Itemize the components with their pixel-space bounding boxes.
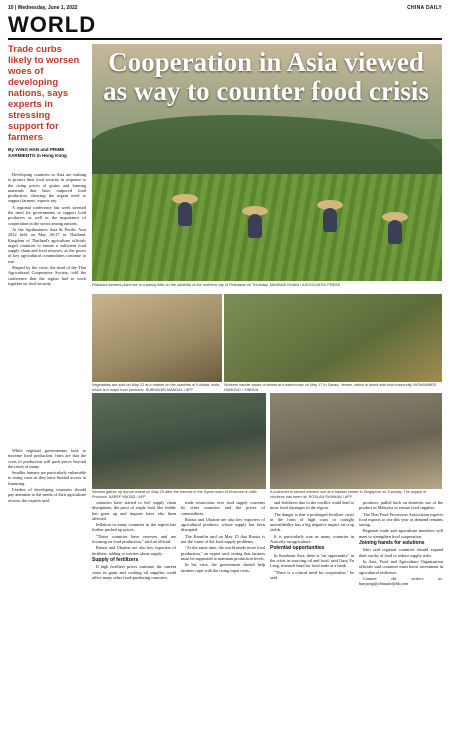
article-paragraph: The danger is that a prolonged fertilizer crisis in the form of high costs or outright unavailability has a big negative impact on crop yields. (270, 511, 354, 533)
article-paragraph: The Kremlin said on May 25 that Russia is not the cause of the food supply problems. (181, 533, 265, 545)
article-paragraph: In Southeast Asia, there is "an opportunity" in the crisis in sourcing oil and food, said Gusy Yu Leng, research head for food trade at a bank. (270, 552, 354, 569)
sidebar-paragraph: At the Agribusiness Asia & Pacific Asia 2022 held on May 26-27 in Thailand, Kingdom of Thailand's agriculture officials urged countries to ensure a sufficient food supply chain and food reserves, as the prices of key agricultural commodities continue to rise. (8, 226, 86, 264)
sidebar-body (8, 172, 86, 287)
photo-wheat-warehouse (224, 294, 442, 382)
article-paragraph: Inflation in many countries in the region has further pushed up prices. (92, 522, 176, 533)
article-paragraph: Ishii said regional countries should expand their stocks of food to reduce supply risks. (359, 547, 443, 558)
article-paragraph: Regional trade and agriculture ministers will meet to strengthen food cooperation. (359, 528, 443, 539)
photo-wheat-harvest (92, 393, 266, 489)
photo-caption: Vegetables are sold on May 22 at a market on the outskirts of Kolkata, India, which is a major food producer. SUBHAYAN MANDAL / AFP (92, 383, 221, 392)
section-rule (8, 38, 442, 40)
article-subhead: Potential opportunities (270, 545, 325, 552)
farmer-figure (323, 208, 337, 232)
article-paragraph: Russia and Ukraine are also key exporters of agricultural products, whose supply has been disrupted. (181, 516, 265, 533)
article-paragraph: Russia and Ukraine are also key exporters of fertilizer, adding to worries about supply. (92, 545, 176, 556)
article-paragraph: "There is a critical need for cooperation," he said. (270, 569, 354, 580)
sidebar-byline: By YANG HAN and PRIME SARMIENTO in Hong Kong (8, 147, 67, 158)
article-paragraph: In Asia, Food and Agriculture Organization officials said countries must boost investment in agricultural resilience. (359, 558, 443, 575)
photo-vegetable-market (92, 294, 222, 382)
article-paragraph: If high fertilizer prices continue, the current crisis in grain and cooking oil supplies could affect many other food-producing countries. (92, 564, 176, 580)
farmer-figure (178, 202, 192, 226)
article-paragraph: It is particularly true as many countries in Asia rely on agriculture. (270, 533, 354, 545)
article-paragraph: producer, pulled back on domestic use of the product in Malaysia to ensure food supplies. (359, 500, 443, 511)
main-headline: Cooperation in Asia viewed as way to counter food crisis (103, 47, 429, 106)
farmer-figure (248, 214, 262, 238)
article-column (270, 500, 354, 581)
article-column (359, 500, 443, 587)
article-paragraph: In his view, the government should help farmers cope with the rising input costs. (181, 562, 265, 573)
sidebar-paragraph: Developing countries in Asia are rushing to protect their food security in response to the rising prices of grains and farming materials that have outpaced food production, showing the urgent need to support farmers, experts say. (8, 172, 86, 204)
page-date: 10 | Wednesday, June 1, 2022 (8, 5, 78, 11)
photo-caption: Women gather up durum wheat on May 20 after the harvest in the Syrian town of Kharroub in Idlib Province. AAREF WATAD / AFP (92, 490, 257, 499)
sidebar-paragraph: While regional governments look to increase food production, fears are that the costs of production will push prices beyond the reach of many. (8, 448, 86, 469)
article-paragraph: countries have started to feel supply chain disruptions, the price of staple food like fodder has gone up and imports have also been affected. (92, 500, 176, 521)
article-subhead: Joining hands for solutions (359, 540, 425, 547)
article-column (181, 500, 265, 574)
article-paragraph: and fertilizers due to the conflict could lead to more food shortages in the region. (270, 500, 354, 511)
sidebar-paragraph: Leaders of developing countries should pay attention to the needs of their agriculture sectors, the experts said. (8, 487, 86, 503)
section-title: WORLD (8, 12, 97, 37)
article-paragraph: "These countries have reserves and are focusing on food production," said an official. (92, 533, 176, 545)
page-header (8, 4, 442, 12)
sidebar-paragraph: Smaller farmers are particularly vulnerable to rising costs as they have limited access to financing. (8, 470, 86, 486)
article-subhead: Supply of fertilizers (92, 556, 139, 563)
article-paragraph: The Thai Food Processors Association expects food exports to rise this year as demand remains strong. (359, 511, 443, 528)
sidebar-body-continued (8, 448, 86, 504)
photo-caption: A customer is served chicken rice at a hawker center in Singapore on Tuesday. The supply of chickens has been hit. ROSLAN RAHMAN / AFP (270, 490, 427, 499)
photo-caption: Workers handle sacks of wheat at a warehouse on May 17 in Sanaa, Yemen, which is faced with food insecurity. MOHAMMED HAMOUD / XINHUA (224, 383, 437, 392)
sidebar-paragraph: Shaped by the crisis, the head of the Thai Agricultural Cooperative Society, told the conference that the region had to work together on food security. (8, 265, 86, 286)
sidebar-paragraph: A regional conference last week stressed the need for governments to support food producers as well as the importance of cooperation in the sector among nations. (8, 204, 86, 226)
sidebar-headline: Trade curbs likely to worsen woes of developing nations, says experts in stressing support for farmers (8, 44, 80, 143)
hero-caption: Pakistani farmers plant rice in a paddy field on the outskirts of the northern city of Peshawar on Thursday. MAHBUB GHANI / ASSOCIATED PRESS (92, 283, 341, 287)
article-column (92, 500, 176, 581)
article-paragraph: "At the same time, the world needs more food production," an expert said, noting that farmers must be supported to maintain production levels. (181, 545, 265, 561)
contact-line: Contact the writers at: hanyang@chinadailyhk.com (359, 575, 443, 587)
paper-name: CHINA DAILY (407, 5, 442, 11)
photo-hawker-center (270, 393, 442, 489)
farmer-figure (388, 220, 402, 244)
sidebar (8, 44, 86, 159)
article-paragraph: trade restrictions over food supply concerns by other countries and the prices of commodities. (181, 500, 265, 516)
